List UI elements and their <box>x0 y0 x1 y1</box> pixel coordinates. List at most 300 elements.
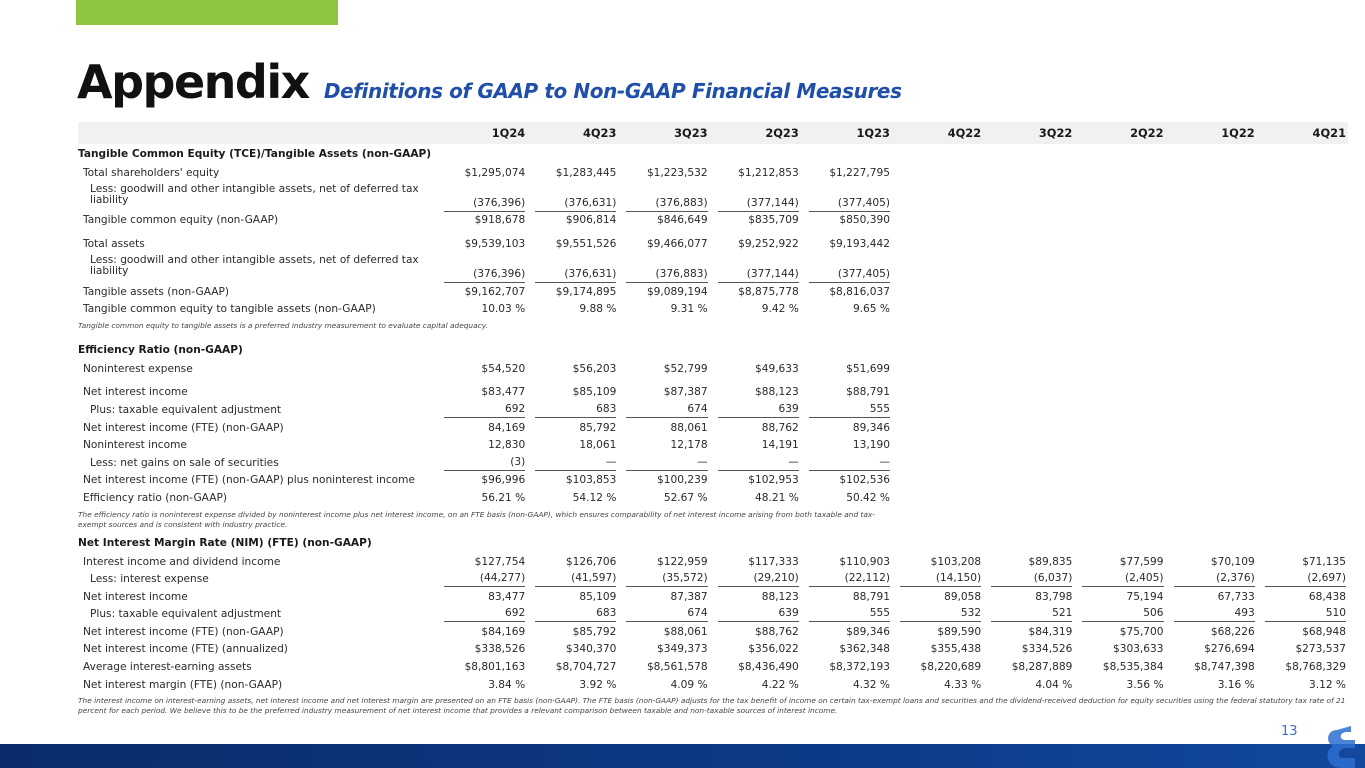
value-cell <box>618 401 709 419</box>
value-cell <box>892 360 983 378</box>
value-cell <box>983 182 1074 212</box>
table-row <box>78 235 1348 253</box>
value-cell: 52.67 % <box>663 491 708 504</box>
value-cell: 50.42 % <box>846 491 890 504</box>
value-cell: $75,700 <box>1119 625 1164 638</box>
value-cell: 68,438 <box>1308 590 1346 603</box>
value-cell <box>1257 454 1348 472</box>
value-cell: $84,319 <box>1028 625 1073 638</box>
column-header: 1Q22 <box>1166 122 1257 144</box>
value-cell <box>983 436 1074 454</box>
table-row <box>78 436 1348 454</box>
table-row <box>78 588 1348 606</box>
value-text: 639 <box>718 606 799 622</box>
footnote-row <box>78 318 1348 334</box>
section-heading-row <box>78 340 1348 360</box>
value-text: (2,405) <box>1082 571 1163 587</box>
value-cell <box>892 384 983 402</box>
value-text: 510 <box>1265 606 1346 622</box>
value-cell: $8,747,398 <box>1194 661 1255 674</box>
value-cell: $88,123 <box>754 386 799 399</box>
value-text: 493 <box>1174 606 1255 622</box>
value-cell <box>801 401 892 419</box>
value-cell: $362,348 <box>839 643 890 656</box>
value-cell: $88,762 <box>754 625 799 638</box>
value-text: (376,396) <box>444 196 525 212</box>
table-row <box>78 454 1348 472</box>
row-label: Less: net gains on sale of securities <box>90 456 279 469</box>
value-cell: $96,996 <box>481 474 526 487</box>
value-cell: $68,226 <box>1210 625 1255 638</box>
row-label: Total shareholders' equity <box>83 166 220 179</box>
value-cell: $9,174,895 <box>555 285 617 298</box>
value-cell: $89,346 <box>846 625 890 638</box>
value-cell: 18,061 <box>579 439 617 452</box>
value-cell <box>1257 570 1348 588</box>
value-cell <box>436 253 527 283</box>
table-row <box>78 570 1348 588</box>
value-cell: 89,346 <box>852 421 890 434</box>
value-cell: 4.09 % <box>670 678 708 691</box>
value-cell <box>436 570 527 588</box>
column-header: 4Q23 <box>527 122 618 144</box>
value-cell: $85,792 <box>572 625 617 638</box>
value-cell: $9,539,103 <box>464 237 526 250</box>
financial-table <box>78 122 1348 719</box>
value-cell <box>1166 419 1257 437</box>
value-cell <box>1074 472 1165 490</box>
value-cell <box>1257 182 1348 212</box>
value-cell <box>1257 253 1348 283</box>
value-text: 692 <box>444 402 525 418</box>
value-cell: 85,792 <box>579 421 617 434</box>
value-cell <box>527 253 618 283</box>
value-cell <box>436 401 527 419</box>
column-header-row <box>78 122 1348 144</box>
value-cell <box>983 384 1074 402</box>
value-text: (3) <box>444 455 525 471</box>
column-header: 1Q23 <box>801 122 892 144</box>
value-cell <box>436 454 527 472</box>
value-cell <box>710 253 801 283</box>
value-cell: $8,535,384 <box>1102 661 1164 674</box>
value-cell <box>983 283 1074 301</box>
value-cell <box>1074 182 1165 212</box>
section-heading: Efficiency Ratio (non-GAAP) <box>78 343 243 356</box>
value-cell <box>1166 360 1257 378</box>
value-cell <box>983 472 1074 490</box>
row-label: Total assets <box>83 237 145 250</box>
value-cell: 67,733 <box>1217 590 1255 603</box>
value-cell: $349,373 <box>657 643 708 656</box>
value-cell <box>892 401 983 419</box>
table-row <box>78 212 1348 230</box>
table-row <box>78 623 1348 641</box>
value-cell <box>1074 235 1165 253</box>
value-text: (29,210) <box>718 571 799 587</box>
value-cell: $356,022 <box>748 643 799 656</box>
row-label: Less: interest expense <box>90 573 209 586</box>
value-cell <box>1257 164 1348 182</box>
value-text: (376,396) <box>444 267 525 283</box>
value-cell <box>527 570 618 588</box>
value-cell <box>436 606 527 624</box>
value-text: (376,883) <box>626 267 707 283</box>
value-cell: 3.84 % <box>488 678 526 691</box>
table-row <box>78 472 1348 490</box>
row-label: Less: goodwill and other intangible assets, net of deferred tax liability <box>90 182 419 206</box>
value-cell: $100,239 <box>657 474 708 487</box>
row-label: Net interest income <box>83 386 188 399</box>
value-cell <box>892 300 983 318</box>
row-label: Noninterest expense <box>83 362 193 375</box>
value-text: (44,277) <box>444 571 525 587</box>
value-cell: $9,193,442 <box>829 237 890 250</box>
value-cell <box>1074 300 1165 318</box>
value-cell: $8,704,727 <box>555 661 617 674</box>
table-row <box>78 419 1348 437</box>
value-cell <box>1257 436 1348 454</box>
value-cell <box>1166 300 1257 318</box>
value-text: (6,037) <box>991 571 1072 587</box>
value-cell: $103,208 <box>930 555 982 568</box>
value-text: (376,883) <box>626 196 707 212</box>
value-cell <box>801 182 892 212</box>
value-text: (377,144) <box>718 196 799 212</box>
value-cell <box>983 300 1074 318</box>
value-cell <box>1166 253 1257 283</box>
value-cell <box>618 570 709 588</box>
footnote: Tangible common equity to tangible assets is a preferred industry measurement to evaluate capital adequacy. <box>78 320 488 330</box>
value-cell: 4.32 % <box>852 678 890 691</box>
row-label: Efficiency ratio (non-GAAP) <box>83 491 227 504</box>
value-cell: 83,798 <box>1035 590 1073 603</box>
value-cell: $71,135 <box>1302 555 1346 568</box>
value-cell <box>1074 419 1165 437</box>
value-text: 683 <box>535 402 616 418</box>
value-cell <box>1257 472 1348 490</box>
table-row <box>78 164 1348 182</box>
value-cell <box>1166 436 1257 454</box>
value-cell <box>1074 436 1165 454</box>
value-cell <box>892 212 983 230</box>
value-cell <box>527 401 618 419</box>
row-label: Plus: taxable equivalent adjustment <box>90 608 282 621</box>
value-cell <box>710 570 801 588</box>
value-cell <box>710 182 801 212</box>
value-cell: 9.88 % <box>579 303 617 316</box>
value-cell <box>1166 283 1257 301</box>
value-text: 555 <box>809 606 890 622</box>
value-cell: 13,190 <box>852 439 890 452</box>
value-cell <box>983 570 1074 588</box>
column-header: 1Q24 <box>436 122 527 144</box>
value-text: 674 <box>626 402 707 418</box>
value-cell: $87,387 <box>663 386 708 399</box>
value-cell <box>1166 401 1257 419</box>
value-cell: 10.03 % <box>481 303 526 316</box>
footnote-row <box>78 693 1348 719</box>
value-cell: 3.56 % <box>1126 678 1164 691</box>
value-cell <box>527 454 618 472</box>
value-cell: 14,191 <box>761 439 799 452</box>
value-text: — <box>626 455 707 471</box>
row-label: Net interest margin (FTE) (non-GAAP) <box>83 678 283 691</box>
table-row <box>78 283 1348 301</box>
value-cell <box>1074 489 1165 507</box>
table-row <box>78 384 1348 402</box>
footnote-row <box>78 507 1348 533</box>
value-cell: 89,058 <box>944 590 982 603</box>
value-cell: $83,477 <box>481 386 526 399</box>
value-cell <box>892 283 983 301</box>
value-text: (22,112) <box>809 571 890 587</box>
value-cell <box>892 419 983 437</box>
value-cell: 4.22 % <box>761 678 799 691</box>
value-cell <box>1257 401 1348 419</box>
value-cell: 9.42 % <box>761 303 799 316</box>
value-cell <box>1166 454 1257 472</box>
value-cell <box>1166 472 1257 490</box>
value-cell <box>892 235 983 253</box>
row-label: Net interest income (FTE) (non-GAAP) <box>83 421 284 434</box>
value-cell <box>527 606 618 624</box>
value-cell: $1,283,445 <box>555 166 617 179</box>
value-cell <box>983 212 1074 230</box>
value-cell: $918,678 <box>474 214 526 227</box>
value-cell: 9.65 % <box>852 303 890 316</box>
value-cell: $8,220,689 <box>920 661 982 674</box>
value-cell <box>1074 570 1165 588</box>
value-cell <box>1074 454 1165 472</box>
value-cell: 12,830 <box>488 439 526 452</box>
value-cell <box>983 401 1074 419</box>
value-cell <box>1166 164 1257 182</box>
table-row <box>78 253 1348 283</box>
value-cell <box>892 164 983 182</box>
value-cell <box>1257 360 1348 378</box>
value-cell: 88,762 <box>761 421 799 434</box>
value-cell <box>1074 283 1165 301</box>
value-cell <box>801 454 892 472</box>
value-cell: $54,520 <box>481 362 526 375</box>
value-cell <box>1166 212 1257 230</box>
row-label: Interest income and dividend income <box>83 555 281 568</box>
value-cell: $273,537 <box>1295 643 1346 656</box>
value-cell <box>1257 489 1348 507</box>
value-cell: $850,390 <box>839 214 890 227</box>
value-cell: 88,123 <box>761 590 799 603</box>
value-cell <box>1166 384 1257 402</box>
value-cell <box>1074 401 1165 419</box>
footnote: The efficiency ratio is noninterest expense divided by noninterest income plus net interest income, on an FTE basis (non-GAAP), which ensures comparability of net interest income arising from both taxable and tax-exempt sources and is consistent with industry practice. <box>78 509 875 529</box>
value-cell: $906,814 <box>565 214 617 227</box>
value-cell: 85,109 <box>579 590 617 603</box>
value-text: (377,405) <box>809 196 890 212</box>
row-label: Net interest income (FTE) (annualized) <box>83 643 288 656</box>
row-label: Tangible common equity (non-GAAP) <box>83 214 279 227</box>
value-text: 692 <box>444 606 525 622</box>
value-cell <box>983 489 1074 507</box>
value-cell <box>983 454 1074 472</box>
section-heading-row <box>78 144 1348 164</box>
column-header: 4Q21 <box>1257 122 1348 144</box>
footer-band <box>0 744 1365 768</box>
value-text: — <box>809 455 890 471</box>
value-cell <box>710 454 801 472</box>
value-text: 683 <box>535 606 616 622</box>
value-cell: 83,477 <box>488 590 526 603</box>
section-heading-row <box>78 533 1348 553</box>
table-row <box>78 676 1348 694</box>
value-cell: 87,387 <box>670 590 708 603</box>
value-text: — <box>718 455 799 471</box>
value-cell: $84,169 <box>481 625 526 638</box>
row-label: Net interest income <box>83 590 188 603</box>
column-header-blank <box>78 122 436 144</box>
value-cell <box>618 182 709 212</box>
value-cell: $51,699 <box>846 362 890 375</box>
value-cell: $70,109 <box>1210 555 1255 568</box>
value-cell: $9,466,077 <box>646 237 708 250</box>
value-text: (377,405) <box>809 267 890 283</box>
value-cell: $9,252,922 <box>738 237 799 250</box>
value-cell: $103,853 <box>565 474 617 487</box>
page-subtitle: Definitions of GAAP to Non-GAAP Financial Measures <box>323 79 902 103</box>
value-cell: 88,791 <box>852 590 890 603</box>
value-cell: $89,835 <box>1028 555 1073 568</box>
value-cell <box>1257 283 1348 301</box>
value-cell: $8,372,193 <box>829 661 890 674</box>
value-cell <box>983 419 1074 437</box>
value-cell <box>892 606 983 624</box>
table-row <box>78 489 1348 507</box>
ampersand-logo-icon <box>1315 718 1365 768</box>
column-header: 2Q23 <box>710 122 801 144</box>
table-row <box>78 182 1348 212</box>
value-cell: $110,903 <box>839 555 890 568</box>
value-cell <box>436 182 527 212</box>
page-title: Appendix <box>77 55 309 109</box>
value-cell: 12,178 <box>670 439 708 452</box>
value-text: (2,697) <box>1265 571 1346 587</box>
row-label: Net interest income (FTE) (non-GAAP) <box>83 625 284 638</box>
value-cell <box>892 436 983 454</box>
value-cell: 84,169 <box>488 421 526 434</box>
value-cell: 54.12 % <box>572 491 617 504</box>
value-cell: $334,526 <box>1021 643 1073 656</box>
value-cell: 56.21 % <box>481 491 526 504</box>
value-cell <box>801 606 892 624</box>
value-cell: $52,799 <box>663 362 708 375</box>
value-cell: 3.16 % <box>1217 678 1255 691</box>
value-cell: $8,436,490 <box>738 661 799 674</box>
column-header: 4Q22 <box>892 122 983 144</box>
value-cell: $835,709 <box>748 214 799 227</box>
value-cell <box>983 253 1074 283</box>
value-text: (2,376) <box>1174 571 1255 587</box>
value-cell: $117,333 <box>748 555 799 568</box>
value-cell: $102,536 <box>839 474 890 487</box>
value-cell <box>618 253 709 283</box>
value-cell <box>892 489 983 507</box>
column-header: 2Q22 <box>1074 122 1165 144</box>
value-cell: $9,551,526 <box>555 237 617 250</box>
value-text: — <box>535 455 616 471</box>
value-cell <box>618 454 709 472</box>
value-cell <box>892 454 983 472</box>
value-cell <box>1166 489 1257 507</box>
value-cell <box>1074 606 1165 624</box>
value-cell: $9,089,194 <box>646 285 708 298</box>
value-cell: $1,212,853 <box>738 166 799 179</box>
table-row <box>78 606 1348 624</box>
value-cell <box>801 253 892 283</box>
value-cell <box>527 182 618 212</box>
value-cell <box>1257 300 1348 318</box>
value-cell: $276,694 <box>1204 643 1255 656</box>
value-cell: $8,875,778 <box>738 285 799 298</box>
value-cell <box>892 472 983 490</box>
row-label: Tangible common equity to tangible assets (non-GAAP) <box>83 303 376 316</box>
table-row <box>78 658 1348 676</box>
value-cell: $8,287,889 <box>1011 661 1073 674</box>
value-cell: $1,223,532 <box>646 166 708 179</box>
row-label: Plus: taxable equivalent adjustment <box>90 403 282 416</box>
value-cell: $1,295,074 <box>464 166 526 179</box>
section-heading: Tangible Common Equity (TCE)/Tangible Assets (non-GAAP) <box>78 148 432 160</box>
value-text: (35,572) <box>626 571 707 587</box>
section-heading: Net Interest Margin Rate (NIM) (FTE) (non-GAAP) <box>78 536 372 549</box>
value-cell <box>1074 360 1165 378</box>
value-cell <box>1166 606 1257 624</box>
value-cell: $102,953 <box>748 474 799 487</box>
value-text: 674 <box>626 606 707 622</box>
value-cell <box>1166 182 1257 212</box>
table-row <box>78 300 1348 318</box>
value-cell <box>983 360 1074 378</box>
column-header: 3Q22 <box>983 122 1074 144</box>
value-cell: $56,203 <box>572 362 617 375</box>
value-cell: $88,061 <box>663 625 708 638</box>
value-cell: $846,649 <box>657 214 708 227</box>
value-cell: $77,599 <box>1119 555 1164 568</box>
value-text: (376,631) <box>535 196 616 212</box>
value-text: 639 <box>718 402 799 418</box>
row-label: Tangible assets (non-GAAP) <box>83 285 230 298</box>
table-row <box>78 401 1348 419</box>
value-cell: $355,438 <box>930 643 982 656</box>
value-text: (41,597) <box>535 571 616 587</box>
value-cell <box>1257 606 1348 624</box>
table-row <box>78 553 1348 571</box>
value-cell: $1,227,795 <box>829 166 890 179</box>
value-cell: $9,162,707 <box>464 285 526 298</box>
table-row <box>78 641 1348 659</box>
value-cell <box>1074 253 1165 283</box>
value-cell: $89,590 <box>937 625 982 638</box>
value-cell: $340,370 <box>565 643 617 656</box>
value-cell <box>710 606 801 624</box>
value-cell <box>892 253 983 283</box>
value-cell: 9.31 % <box>670 303 708 316</box>
value-cell <box>1166 235 1257 253</box>
value-text: (376,631) <box>535 267 616 283</box>
value-cell: 75,194 <box>1126 590 1164 603</box>
value-cell: 4.33 % <box>944 678 982 691</box>
value-text: 555 <box>809 402 890 418</box>
row-label: Less: goodwill and other intangible assets, net of deferred tax liability <box>90 253 419 277</box>
